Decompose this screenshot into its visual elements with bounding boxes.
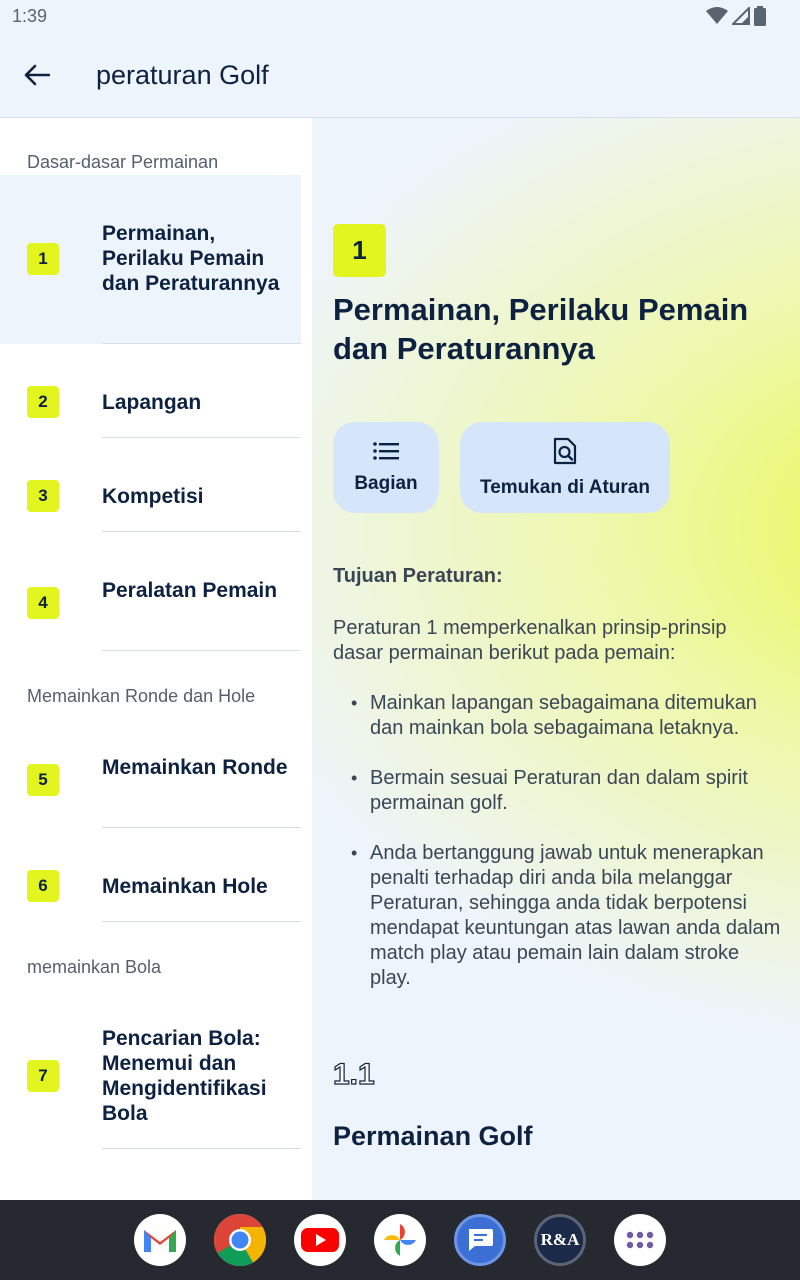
section-heading: Permainan Golf — [333, 1121, 533, 1151]
list-icon — [373, 441, 399, 461]
youtube-app-icon[interactable] — [294, 1214, 346, 1266]
find-in-rules-button[interactable] — [460, 422, 670, 513]
gmail-app-icon[interactable] — [134, 1214, 186, 1266]
rule-number-badge: 1 — [333, 224, 386, 277]
rule-number-badge: 2 — [27, 386, 59, 418]
rule-detail — [312, 118, 800, 1200]
purpose-bullets — [333, 691, 781, 1016]
rule-number-badge: 3 — [27, 480, 59, 512]
app-drawer-button[interactable] — [614, 1214, 666, 1266]
rule-item-6[interactable] — [0, 828, 301, 922]
rule-number-badge: 5 — [27, 764, 59, 796]
rule-item-1[interactable] — [0, 175, 301, 344]
rule-item-7[interactable] — [0, 980, 301, 1149]
chrome-icon — [214, 1214, 266, 1266]
status-icons — [706, 6, 766, 26]
youtube-icon — [301, 1226, 339, 1254]
status-bar — [0, 0, 800, 32]
list-item: • Bermain sesuai Peraturan dan dalam spirit permainan golf. — [333, 766, 781, 816]
section-label: Memainkan Ronde dan Hole — [27, 686, 256, 706]
status-time: 1:39 — [12, 6, 48, 26]
rule-label: Lapangan — [102, 391, 202, 414]
rule-number-badge: 7 — [27, 1060, 59, 1092]
randa-logo: R&A — [540, 1230, 580, 1249]
messages-app-icon[interactable] — [454, 1214, 506, 1266]
rule-item-4[interactable] — [0, 532, 301, 651]
photos-pinwheel-icon — [382, 1222, 418, 1258]
app-dock — [0, 1200, 800, 1280]
gmail-icon — [142, 1226, 178, 1254]
rule-label: Pencarian Bola: Menemui dan Mengidentifikasi Bola — [102, 1027, 267, 1125]
rule-heading: Permainan, Perilaku Pemain dan Peraturannya — [333, 292, 749, 366]
divider — [102, 1148, 301, 1149]
bagian-button[interactable] — [333, 422, 439, 513]
grid-dots-icon — [626, 1231, 654, 1249]
rule-label: Kompetisi — [102, 485, 204, 508]
rule-label: Permainan, Perilaku Pemain dan Peraturannya — [102, 222, 280, 295]
rule-label: Memainkan Ronde — [102, 756, 288, 779]
app-bar — [0, 32, 800, 118]
signal-icon — [732, 7, 750, 25]
message-bubble-icon — [466, 1227, 494, 1253]
purpose-intro: Peraturan 1 memperkenalkan prinsip-prinsip dasar permainan berikut pada pemain: — [333, 617, 727, 664]
rule-item-5[interactable] — [0, 709, 301, 828]
bagian-label: Bagian — [354, 472, 418, 494]
rule-label: Memainkan Hole — [102, 875, 268, 898]
rule-item-3[interactable] — [0, 438, 301, 532]
divider — [102, 921, 301, 922]
rules-list — [0, 118, 312, 1200]
section-number: 1.1 — [333, 1058, 375, 1091]
rule-label: Peralatan Pemain — [102, 579, 278, 602]
chrome-app-icon[interactable] — [214, 1214, 266, 1266]
randa-app-icon[interactable] — [534, 1214, 586, 1266]
list-item: • Anda bertanggung jawab untuk menerapkan penalti terhadap diri anda bila melanggar Peraturan, sehingga anda tidak berpotensi mendapat keuntungan atas lawan anda dalam match play atau pemain lain dalam stroke play. — [333, 841, 781, 991]
rule-number-badge: 1 — [27, 243, 59, 275]
section-label: memainkan Bola — [27, 957, 162, 977]
list-item: • Mainkan lapangan sebagaimana ditemukan dan mainkan bola sebagaimana letaknya. — [333, 691, 781, 741]
battery-icon — [754, 6, 766, 26]
find-in-page-icon — [553, 437, 577, 465]
photos-app-icon[interactable] — [374, 1214, 426, 1266]
rule-number-badge: 6 — [27, 870, 59, 902]
divider — [102, 650, 301, 651]
purpose-title: Tujuan Peraturan: — [333, 565, 503, 587]
section-label: Dasar-dasar Permainan — [27, 152, 219, 172]
back-button[interactable] — [14, 52, 60, 98]
rule-number-badge: 4 — [27, 587, 59, 619]
arrow-back-icon — [24, 64, 50, 86]
find-in-rules-label: Temukan di Aturan — [480, 476, 650, 498]
wifi-icon — [706, 7, 728, 25]
rule-item-2[interactable] — [0, 344, 301, 438]
page-title: peraturan Golf — [96, 60, 269, 90]
